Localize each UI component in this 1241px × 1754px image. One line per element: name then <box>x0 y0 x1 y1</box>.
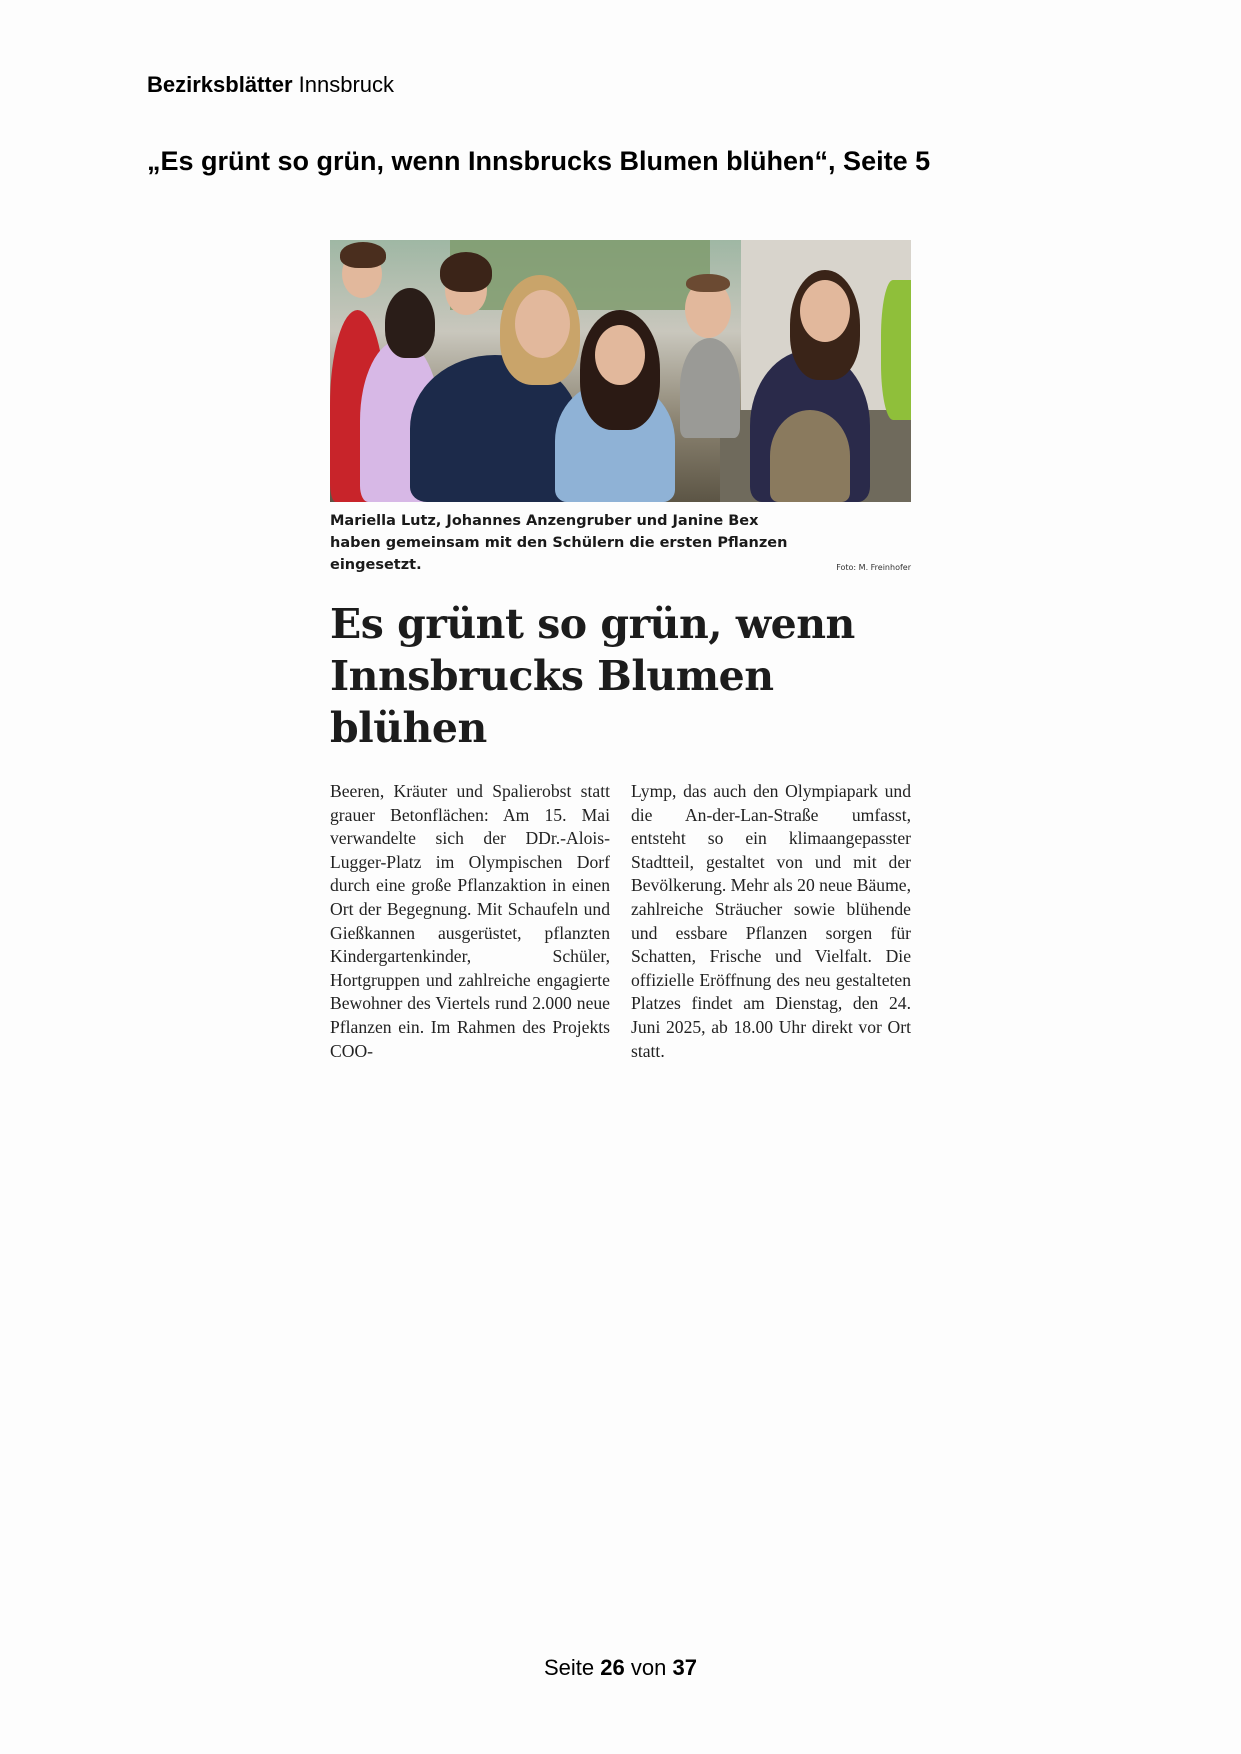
total-pages: 37 <box>672 1655 697 1680</box>
page-of: von <box>630 1655 667 1680</box>
brand-name: Bezirksblätter <box>147 72 293 97</box>
photo-caption: Mariella Lutz, Johannes Anzengruber und Janine Bex haben gemeinsam mit den Schülern die ersten Pflanzen eingesetzt. <box>330 513 788 573</box>
document-title: „Es grünt so grün, wenn Innsbrucks Blumen blühen“, Seite 5 <box>147 146 931 176</box>
region-name: Innsbruck <box>298 72 395 97</box>
page-prefix: Seite <box>544 1655 595 1680</box>
page-number <box>0 1655 1241 1681</box>
article-column-right: Lymp, das auch den Olympiapark und die An-der-Lan-Straße umfasst, entsteht so ein klimaangepasster Stadtteil, gestaltet von und mit der Bevölkerung. Mehr als 20 neue Bäume, zahlreiche Sträucher sowie blühende und essbare Pflanzen sorgen für Schatten, Frische und Vielfalt. Die offizielle Eröffnung des neu gestalteten Platzes findet am Dienstag, den 24. Juni 2025, ab 18.00 Uhr direkt vor Ort statt. <box>631 781 911 1061</box>
article-headline: Es grünt so grün, wenn Innsbrucks Blumen blühen <box>330 600 855 752</box>
document-header <box>147 72 394 98</box>
current-page: 26 <box>600 1655 625 1680</box>
article-body <box>330 780 911 1063</box>
newspaper-clipping <box>330 240 911 1063</box>
article-photo <box>330 240 911 502</box>
article-column-left: Beeren, Kräuter und Spalierobst statt grauer Betonflächen: Am 15. Mai verwandelte sich der DDr.-Alois-Lugger-Platz im Olympischen Dorf durch eine große Pflanzaktion in einen Ort der Begegnung. Mit Schaufeln und Gießkannen ausgerüstet, pflanzten Kindergartenkinder, Schüler, Hortgruppen und zahlreiche engagierte Bewohner des Viertels rund 2.000 neue Pflanzen ein. Im Rahmen des Projekts COO- <box>330 781 610 1061</box>
photo-credit: Foto: M. Freinhofer <box>836 563 911 572</box>
